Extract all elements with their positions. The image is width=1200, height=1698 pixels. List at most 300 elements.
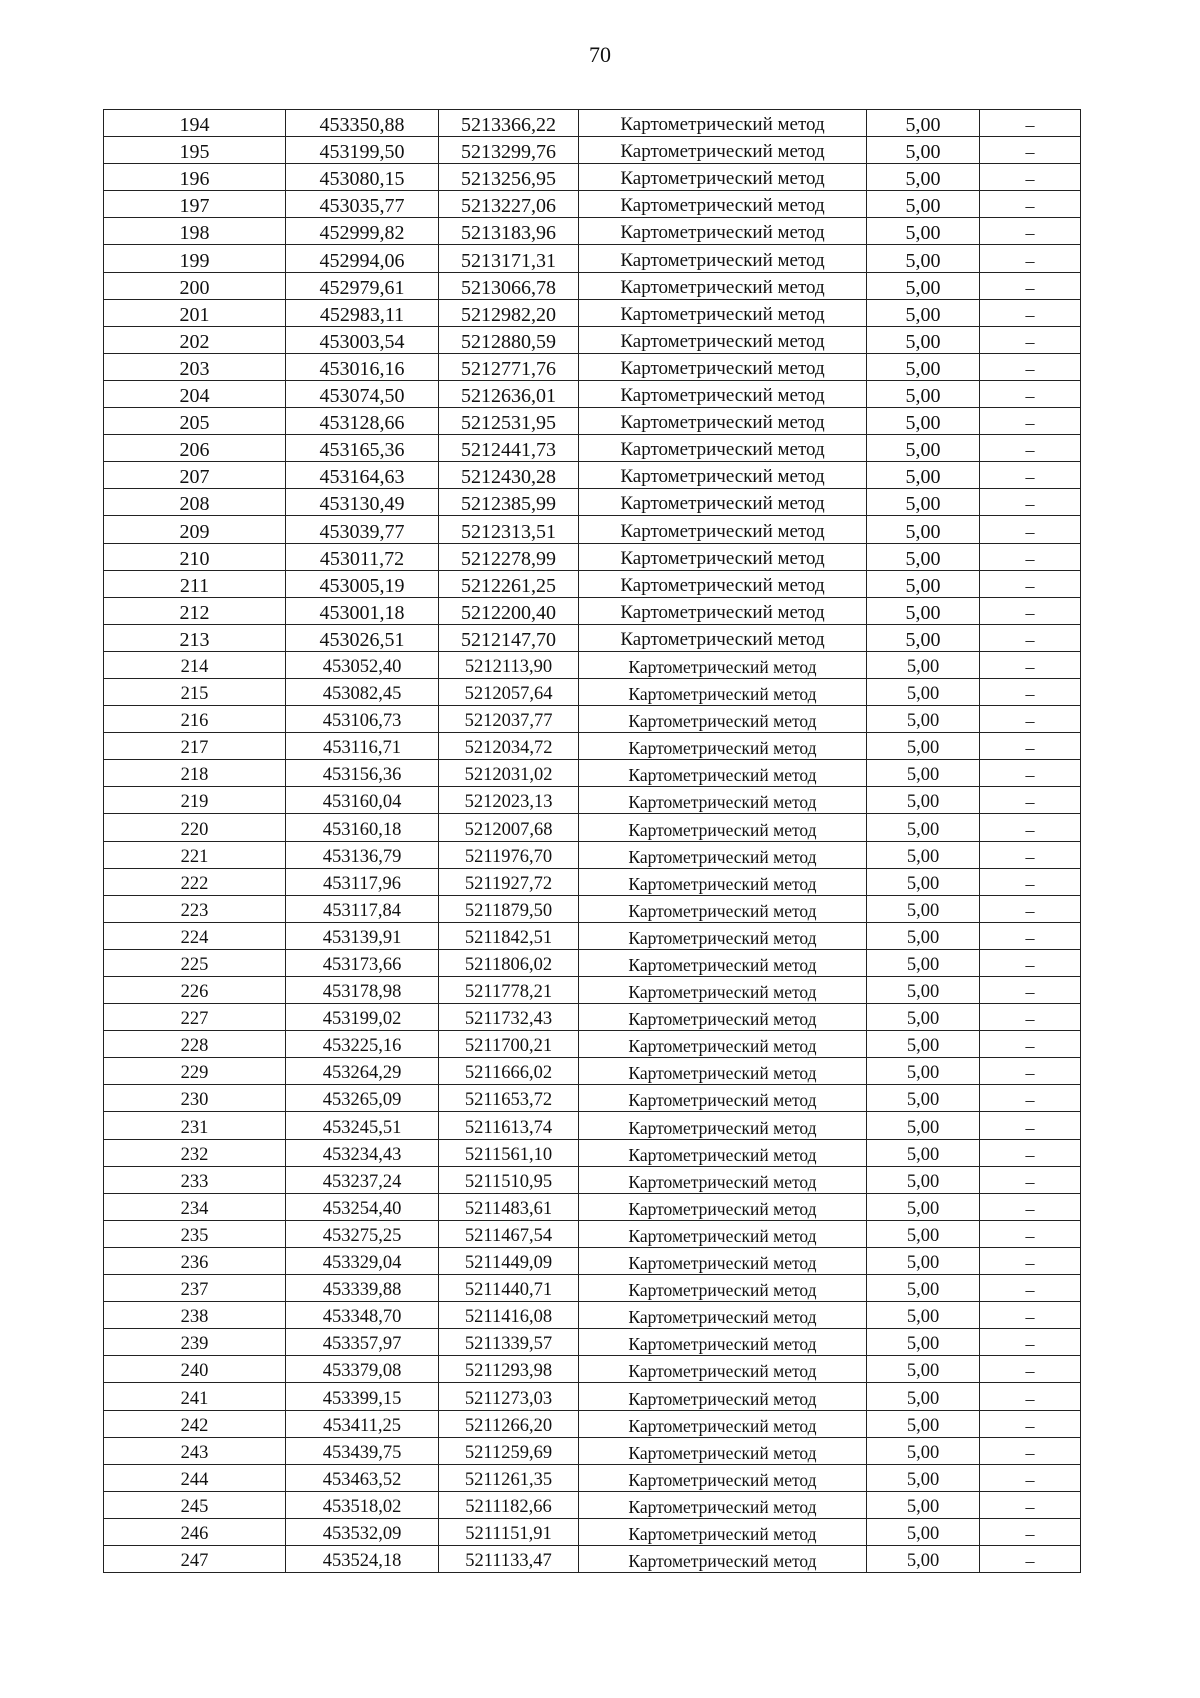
y-coordinate-cell: 5212007,68 [439,814,579,841]
method-cell: Картометрический метод [579,868,867,895]
x-coordinate-cell: 453439,75 [286,1437,439,1464]
y-coordinate-cell: 5211261,35 [439,1464,579,1491]
note-cell: – [980,489,1081,516]
table-row [104,787,1081,814]
point-number-cell: 204 [104,380,286,407]
x-coordinate-cell: 453074,50 [286,380,439,407]
table-row [104,570,1081,597]
table-row [104,706,1081,733]
accuracy-cell: 5,00 [867,706,980,733]
y-coordinate-cell: 5213299,76 [439,137,579,164]
point-number-cell: 219 [104,787,286,814]
point-number-cell: 211 [104,570,286,597]
accuracy-cell: 5,00 [867,651,980,678]
note-cell: – [980,1004,1081,1031]
method-cell: Картометрический метод [579,570,867,597]
accuracy-cell: 5,00 [867,299,980,326]
y-coordinate-cell: 5211778,21 [439,977,579,1004]
x-coordinate-cell: 453080,15 [286,164,439,191]
table-row [104,1302,1081,1329]
note-cell: – [980,1545,1081,1572]
y-coordinate-cell: 5213171,31 [439,245,579,272]
y-coordinate-cell: 5211976,70 [439,841,579,868]
method-cell: Картометрический метод [579,841,867,868]
point-number-cell: 216 [104,706,286,733]
accuracy-cell: 5,00 [867,1058,980,1085]
method-cell: Картометрический метод [579,1356,867,1383]
y-coordinate-cell: 5213256,95 [439,164,579,191]
note-cell: – [980,408,1081,435]
note-cell: – [980,1383,1081,1410]
note-cell: – [980,624,1081,651]
accuracy-cell: 5,00 [867,922,980,949]
x-coordinate-cell: 452983,11 [286,299,439,326]
method-cell: Картометрический метод [579,1437,867,1464]
table-row [104,191,1081,218]
note-cell: – [980,1302,1081,1329]
x-coordinate-cell: 453128,66 [286,408,439,435]
x-coordinate-cell: 453136,79 [286,841,439,868]
x-coordinate-cell: 453026,51 [286,624,439,651]
method-cell: Картометрический метод [579,245,867,272]
note-cell: – [980,191,1081,218]
accuracy-cell: 5,00 [867,326,980,353]
x-coordinate-cell: 453156,36 [286,760,439,787]
x-coordinate-cell: 453001,18 [286,597,439,624]
point-number-cell: 218 [104,760,286,787]
y-coordinate-cell: 5211339,57 [439,1329,579,1356]
point-number-cell: 229 [104,1058,286,1085]
accuracy-cell: 5,00 [867,868,980,895]
x-coordinate-cell: 453350,88 [286,110,439,137]
point-number-cell: 220 [104,814,286,841]
accuracy-cell: 5,00 [867,1139,980,1166]
note-cell: – [980,922,1081,949]
table-row [104,299,1081,326]
y-coordinate-cell: 5212200,40 [439,597,579,624]
note-cell: – [980,841,1081,868]
table-row [104,1275,1081,1302]
point-number-cell: 200 [104,272,286,299]
x-coordinate-cell: 453339,88 [286,1275,439,1302]
point-number-cell: 240 [104,1356,286,1383]
y-coordinate-cell: 5211266,20 [439,1410,579,1437]
x-coordinate-cell: 453199,50 [286,137,439,164]
table-row [104,624,1081,651]
y-coordinate-cell: 5211653,72 [439,1085,579,1112]
accuracy-cell: 5,00 [867,218,980,245]
method-cell: Картометрический метод [579,326,867,353]
point-number-cell: 194 [104,110,286,137]
x-coordinate-cell: 453237,24 [286,1166,439,1193]
method-cell: Картометрический метод [579,1139,867,1166]
point-number-cell: 215 [104,678,286,705]
x-coordinate-cell: 453524,18 [286,1545,439,1572]
y-coordinate-cell: 5211666,02 [439,1058,579,1085]
x-coordinate-cell: 453399,15 [286,1383,439,1410]
accuracy-cell: 5,00 [867,597,980,624]
note-cell: – [980,1247,1081,1274]
accuracy-cell: 5,00 [867,1329,980,1356]
y-coordinate-cell: 5211927,72 [439,868,579,895]
accuracy-cell: 5,00 [867,380,980,407]
y-coordinate-cell: 5211416,08 [439,1302,579,1329]
x-coordinate-cell: 453264,29 [286,1058,439,1085]
method-cell: Картометрический метод [579,1193,867,1220]
method-cell: Картометрический метод [579,1410,867,1437]
accuracy-cell: 5,00 [867,191,980,218]
y-coordinate-cell: 5211133,47 [439,1545,579,1572]
accuracy-cell: 5,00 [867,1004,980,1031]
y-coordinate-cell: 5211259,69 [439,1437,579,1464]
point-number-cell: 234 [104,1193,286,1220]
point-number-cell: 236 [104,1247,286,1274]
note-cell: – [980,1356,1081,1383]
accuracy-cell: 5,00 [867,516,980,543]
method-cell: Картометрический метод [579,678,867,705]
x-coordinate-cell: 453265,09 [286,1085,439,1112]
accuracy-cell: 5,00 [867,1031,980,1058]
y-coordinate-cell: 5211273,03 [439,1383,579,1410]
point-number-cell: 227 [104,1004,286,1031]
y-coordinate-cell: 5212031,02 [439,760,579,787]
accuracy-cell: 5,00 [867,543,980,570]
accuracy-cell: 5,00 [867,949,980,976]
point-number-cell: 233 [104,1166,286,1193]
method-cell: Картометрический метод [579,787,867,814]
x-coordinate-cell: 453178,98 [286,977,439,1004]
table-row [104,1356,1081,1383]
note-cell: – [980,137,1081,164]
note-cell: – [980,1220,1081,1247]
method-cell: Картометрический метод [579,977,867,1004]
note-cell: – [980,814,1081,841]
x-coordinate-cell: 453518,02 [286,1491,439,1518]
table-row [104,1518,1081,1545]
method-cell: Картометрический метод [579,435,867,462]
point-number-cell: 245 [104,1491,286,1518]
note-cell: – [980,1031,1081,1058]
x-coordinate-cell: 453165,36 [286,435,439,462]
method-cell: Картометрический метод [579,353,867,380]
method-cell: Картометрический метод [579,949,867,976]
y-coordinate-cell: 5211483,61 [439,1193,579,1220]
point-number-cell: 208 [104,489,286,516]
accuracy-cell: 5,00 [867,1275,980,1302]
y-coordinate-cell: 5211613,74 [439,1112,579,1139]
accuracy-cell: 5,00 [867,1383,980,1410]
x-coordinate-cell: 453039,77 [286,516,439,543]
y-coordinate-cell: 5213183,96 [439,218,579,245]
method-cell: Картометрический метод [579,624,867,651]
method-cell: Картометрический метод [579,1058,867,1085]
note-cell: – [980,570,1081,597]
point-number-cell: 217 [104,733,286,760]
x-coordinate-cell: 453082,45 [286,678,439,705]
method-cell: Картометрический метод [579,137,867,164]
point-number-cell: 205 [104,408,286,435]
y-coordinate-cell: 5213227,06 [439,191,579,218]
point-number-cell: 223 [104,895,286,922]
x-coordinate-cell: 453357,97 [286,1329,439,1356]
note-cell: – [980,516,1081,543]
accuracy-cell: 5,00 [867,1220,980,1247]
coordinates-table [103,109,1081,1573]
table-row [104,733,1081,760]
table-row [104,1166,1081,1193]
table-row [104,489,1081,516]
y-coordinate-cell: 5211151,91 [439,1518,579,1545]
y-coordinate-cell: 5211293,98 [439,1356,579,1383]
accuracy-cell: 5,00 [867,678,980,705]
accuracy-cell: 5,00 [867,570,980,597]
table-row [104,1410,1081,1437]
point-number-cell: 242 [104,1410,286,1437]
table-row [104,1247,1081,1274]
table-row [104,949,1081,976]
x-coordinate-cell: 453117,96 [286,868,439,895]
table-row [104,137,1081,164]
x-coordinate-cell: 453052,40 [286,651,439,678]
y-coordinate-cell: 5211732,43 [439,1004,579,1031]
note-cell: – [980,218,1081,245]
table-row [104,678,1081,705]
point-number-cell: 197 [104,191,286,218]
table-row [104,516,1081,543]
x-coordinate-cell: 452994,06 [286,245,439,272]
point-number-cell: 195 [104,137,286,164]
y-coordinate-cell: 5211806,02 [439,949,579,976]
point-number-cell: 224 [104,922,286,949]
point-number-cell: 214 [104,651,286,678]
table-row [104,1491,1081,1518]
table-row [104,760,1081,787]
method-cell: Картометрический метод [579,814,867,841]
method-cell: Картометрический метод [579,1247,867,1274]
method-cell: Картометрический метод [579,1518,867,1545]
point-number-cell: 225 [104,949,286,976]
table-row [104,651,1081,678]
table-row [104,895,1081,922]
note-cell: – [980,678,1081,705]
x-coordinate-cell: 453164,63 [286,462,439,489]
point-number-cell: 231 [104,1112,286,1139]
note-cell: – [980,1275,1081,1302]
method-cell: Картометрический метод [579,380,867,407]
x-coordinate-cell: 452999,82 [286,218,439,245]
table-row [104,543,1081,570]
note-cell: – [980,353,1081,380]
note-cell: – [980,1166,1081,1193]
accuracy-cell: 5,00 [867,435,980,462]
point-number-cell: 230 [104,1085,286,1112]
accuracy-cell: 5,00 [867,462,980,489]
accuracy-cell: 5,00 [867,272,980,299]
note-cell: – [980,868,1081,895]
note-cell: – [980,1491,1081,1518]
y-coordinate-cell: 5212531,95 [439,408,579,435]
method-cell: Картометрический метод [579,651,867,678]
method-cell: Картометрический метод [579,543,867,570]
note-cell: – [980,1058,1081,1085]
note-cell: – [980,787,1081,814]
table-row [104,1193,1081,1220]
table-row [104,841,1081,868]
point-number-cell: 243 [104,1437,286,1464]
table-row [104,1383,1081,1410]
x-coordinate-cell: 453160,18 [286,814,439,841]
accuracy-cell: 5,00 [867,841,980,868]
accuracy-cell: 5,00 [867,733,980,760]
table-row [104,1058,1081,1085]
y-coordinate-cell: 5212771,76 [439,353,579,380]
accuracy-cell: 5,00 [867,1437,980,1464]
y-coordinate-cell: 5212430,28 [439,462,579,489]
accuracy-cell: 5,00 [867,977,980,1004]
x-coordinate-cell: 453173,66 [286,949,439,976]
note-cell: – [980,1193,1081,1220]
method-cell: Картометрический метод [579,1031,867,1058]
table-row [104,868,1081,895]
point-number-cell: 196 [104,164,286,191]
point-number-cell: 199 [104,245,286,272]
y-coordinate-cell: 5213066,78 [439,272,579,299]
method-cell: Картометрический метод [579,164,867,191]
method-cell: Картометрический метод [579,191,867,218]
y-coordinate-cell: 5212057,64 [439,678,579,705]
y-coordinate-cell: 5212278,99 [439,543,579,570]
table-row [104,922,1081,949]
table-row [104,1437,1081,1464]
y-coordinate-cell: 5211700,21 [439,1031,579,1058]
point-number-cell: 232 [104,1139,286,1166]
note-cell: – [980,977,1081,1004]
note-cell: – [980,380,1081,407]
point-number-cell: 213 [104,624,286,651]
table-row [104,408,1081,435]
x-coordinate-cell: 453275,25 [286,1220,439,1247]
method-cell: Картометрический метод [579,733,867,760]
table-row [104,1329,1081,1356]
y-coordinate-cell: 5211879,50 [439,895,579,922]
accuracy-cell: 5,00 [867,1166,980,1193]
method-cell: Картометрический метод [579,706,867,733]
note-cell: – [980,164,1081,191]
x-coordinate-cell: 453329,04 [286,1247,439,1274]
note-cell: – [980,651,1081,678]
x-coordinate-cell: 453139,91 [286,922,439,949]
accuracy-cell: 5,00 [867,1518,980,1545]
point-number-cell: 209 [104,516,286,543]
x-coordinate-cell: 453160,04 [286,787,439,814]
accuracy-cell: 5,00 [867,787,980,814]
note-cell: – [980,1329,1081,1356]
table-row [104,1004,1081,1031]
y-coordinate-cell: 5211449,09 [439,1247,579,1274]
accuracy-cell: 5,00 [867,760,980,787]
table-row [104,272,1081,299]
accuracy-cell: 5,00 [867,489,980,516]
point-number-cell: 207 [104,462,286,489]
table-row [104,1139,1081,1166]
accuracy-cell: 5,00 [867,1356,980,1383]
method-cell: Картометрический метод [579,1464,867,1491]
method-cell: Картометрический метод [579,272,867,299]
x-coordinate-cell: 453016,16 [286,353,439,380]
point-number-cell: 246 [104,1518,286,1545]
method-cell: Картометрический метод [579,1275,867,1302]
accuracy-cell: 5,00 [867,1247,980,1274]
point-number-cell: 247 [104,1545,286,1572]
note-cell: – [980,1410,1081,1437]
point-number-cell: 201 [104,299,286,326]
note-cell: – [980,435,1081,462]
point-number-cell: 202 [104,326,286,353]
table-row [104,326,1081,353]
accuracy-cell: 5,00 [867,895,980,922]
table-row [104,597,1081,624]
method-cell: Картометрический метод [579,1004,867,1031]
y-coordinate-cell: 5212441,73 [439,435,579,462]
x-coordinate-cell: 453463,52 [286,1464,439,1491]
table-row [104,245,1081,272]
table-row [104,977,1081,1004]
coordinates-table-body [104,110,1081,1573]
x-coordinate-cell: 453245,51 [286,1112,439,1139]
point-number-cell: 235 [104,1220,286,1247]
y-coordinate-cell: 5211510,95 [439,1166,579,1193]
note-cell: – [980,1518,1081,1545]
point-number-cell: 210 [104,543,286,570]
y-coordinate-cell: 5212313,51 [439,516,579,543]
accuracy-cell: 5,00 [867,1302,980,1329]
point-number-cell: 239 [104,1329,286,1356]
y-coordinate-cell: 5212034,72 [439,733,579,760]
point-number-cell: 238 [104,1302,286,1329]
y-coordinate-cell: 5211467,54 [439,1220,579,1247]
method-cell: Картометрический метод [579,110,867,137]
table-row [104,218,1081,245]
method-cell: Картометрический метод [579,1112,867,1139]
x-coordinate-cell: 453130,49 [286,489,439,516]
note-cell: – [980,272,1081,299]
method-cell: Картометрический метод [579,895,867,922]
y-coordinate-cell: 5211440,71 [439,1275,579,1302]
table-row [104,462,1081,489]
y-coordinate-cell: 5212261,25 [439,570,579,597]
point-number-cell: 198 [104,218,286,245]
note-cell: – [980,462,1081,489]
table-row [104,814,1081,841]
table-row [104,435,1081,462]
x-coordinate-cell: 453011,72 [286,543,439,570]
point-number-cell: 241 [104,1383,286,1410]
point-number-cell: 206 [104,435,286,462]
x-coordinate-cell: 453234,43 [286,1139,439,1166]
y-coordinate-cell: 5211842,51 [439,922,579,949]
accuracy-cell: 5,00 [867,1491,980,1518]
page-number: 70 [589,42,611,67]
method-cell: Картометрический метод [579,1545,867,1572]
accuracy-cell: 5,00 [867,1410,980,1437]
note-cell: – [980,1464,1081,1491]
note-cell: – [980,1437,1081,1464]
method-cell: Картометрический метод [579,408,867,435]
y-coordinate-cell: 5212147,70 [439,624,579,651]
accuracy-cell: 5,00 [867,164,980,191]
accuracy-cell: 5,00 [867,814,980,841]
point-number-cell: 222 [104,868,286,895]
